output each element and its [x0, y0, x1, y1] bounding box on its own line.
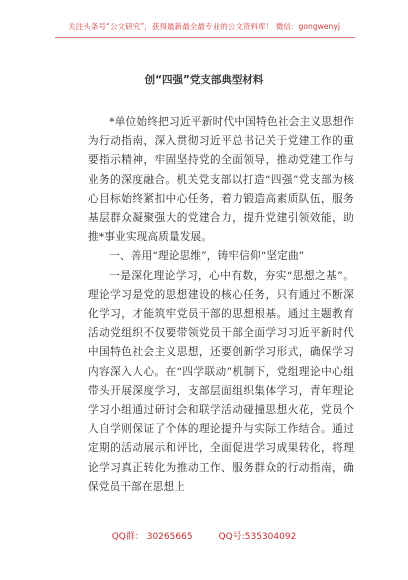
- footer-qq-number: QQ号:535304092: [218, 532, 297, 542]
- section-heading-1: 一、善用“理论思维”，铸牢信仰“坚定曲”: [109, 250, 305, 263]
- footer-qq-group: QQ群： 30265665: [111, 532, 193, 542]
- header-divider: [55, 37, 355, 38]
- paragraph-intro: *单位始终把习近平新时代中国特色社会主义思想作为行动指南，深入贯彻习近平总书记关于党建工作的重要指示精神，牢固坚持党的全面领导，推动党建工作与业务的深度融合。机关党支部以打造“四强”党支部为核心目标始终紧扣中心任务，着力锻造高素质队伍，服务基层群众凝聚强大的党建合力，提升党建引领效能，助推*事业实现高质量发展。: [88, 116, 354, 244]
- document-body: [88, 113, 354, 497]
- header-notice: 关注头条号“公文研究”，获得最新最全最专业的公文资料库！ 微信：gongwenyj: [68, 22, 340, 31]
- footer-contact: [0, 531, 408, 543]
- document-title: 创“四强”党支部典型材料: [144, 74, 264, 86]
- paragraph-theory-study: 一是深化理论学习，心中有数，夯实“思想之基”。理论学习是党的思想建设的核心任务，只有通过不断深化学习，才能筑牢党员干部的思想根基。通过主题教育活动党组织不仅要带领党员干部全面学习习近平新时代中国特色社会主义思想，还要创新学习形式，确保学习内容深入人心。在“四学联动”机制下，党组理论中心组带头开展深度学习，支部层面组织集体学习，青年理论学习小组通过研讨会和联学活动碰撞思想火花，党员个人自学则保证了个体的理论提升与实际工作结合。通过定期的活动展示和评比，全面促进学习成果转化，将理论学习真正转化为推动工作、服务群众的行动指南，确保党员干部在思想上: [88, 269, 354, 493]
